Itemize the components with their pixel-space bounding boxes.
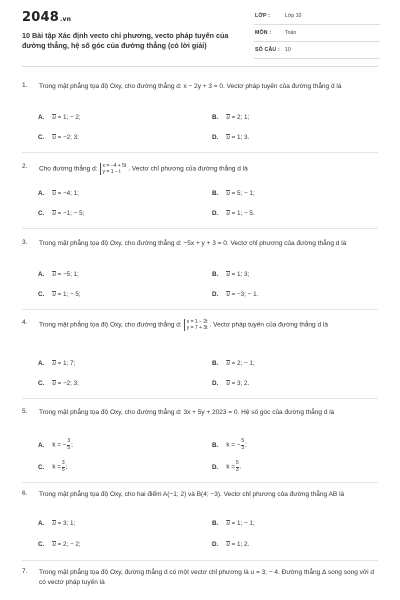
question-divider bbox=[22, 228, 378, 229]
question-divider bbox=[22, 482, 378, 483]
option-a[interactable]: A. k = − $\frac{3}{5}$ ; bbox=[38, 438, 73, 451]
option-b[interactable]: B. u = 5; − 1; bbox=[212, 190, 255, 197]
question-stem: Trong mặt phẳng tọa độ Oxy, cho hai điểm A(−1; 2) và B(4; −3). Vectơ chỉ phương của đường thẳng AB là bbox=[39, 491, 345, 498]
option-b[interactable]: B. k = − $\frac{5}{3}$ ; bbox=[212, 438, 247, 451]
document-title: 10 Bài tập Xác định vecto chỉ phương, vecto pháp tuyến của đường thẳng, hệ số góc của đường thẳng (có lời giải) bbox=[22, 31, 229, 50]
question-divider bbox=[22, 309, 378, 310]
option-c[interactable]: C. u = −2; 3; bbox=[38, 134, 79, 141]
option-d[interactable]: D. u = 3; 2. bbox=[212, 380, 250, 387]
option-a[interactable]: A. u = −4; 1; bbox=[38, 190, 79, 197]
header-divider bbox=[22, 66, 378, 67]
option-d[interactable]: D. u = −3; − 1. bbox=[212, 291, 259, 298]
option-d[interactable]: D. u = 1; − 5. bbox=[212, 210, 255, 217]
option-b[interactable]: B. u = 2; − 1; bbox=[212, 360, 255, 367]
site-logo[interactable]: 2048.vn bbox=[22, 10, 72, 25]
question-stem: Trong mặt phẳng tọa độ Oxy, cho đường thẳng d: 3x + 5y + 2023 = 0. Hệ số góc của đường thẳng d là bbox=[39, 409, 335, 416]
option-c[interactable]: C. u = −1; − 5; bbox=[38, 210, 85, 217]
meta-class: LỚP : Lớp 10 bbox=[254, 10, 380, 25]
option-c[interactable]: C. u = 2; − 2; bbox=[38, 541, 81, 548]
question-stem: Trong mặt phẳng tọa độ Oxy, đường thẳng d có một vectơ chỉ phương là u = 3; − 4. Đường thẳng Δ song song với d có vectơ pháp tuyến là bbox=[39, 569, 375, 586]
option-a[interactable]: A. u = 1; − 2; bbox=[38, 114, 81, 121]
option-b[interactable]: B. u = 2; 1; bbox=[212, 114, 250, 121]
option-d[interactable]: D. u = 1; 2. bbox=[212, 541, 250, 548]
document-page: 2048.vn 10 Bài tập Xác định vecto chỉ phương, vecto pháp tuyến của đường thẳng, hệ số góc của đường thẳng (có lời giải) LỚP : Lớp 10 MÔN : Toán SỐ CÂU : 10 1. Trong mặt phẳng tọa độ Oxy, cho đường thẳng d: x − 2y + 3 = 0. Vectơ pháp tuyến của đường thẳng d là A. u = 1; − 2; B. u = 2; 1; C. u = −2; 3; D. u = 1; 3. 2. Cho đường thẳng d: x = −4 + 5t y = 1 − t . Vectơ chỉ phương của đường thẳng d là A. u = −4; 1; B. u = 5; − 1; C. u = −1; − 5; D. u = 1; − 5. 3. Trong mặt phẳng tọa độ Oxy, cho đường thẳng d: −5x + y + 3 = 0. Vectơ chỉ phương của đường thẳng d là A. u = −5; 1; B. u = 1; 3; C. u = 1; − 5; D. u = −3; − 1. 4. Trong mặt phẳng tọa độ Oxy, cho đường thẳng d: x = 1 − 2t y = 7 + 3t . Vectơ pháp tuyến của đường thẳng d là A. u = 1; 7; B. u = 2; − 1; C. u = −2; 3; D. u = 3; 2. 5. Trong mặt phẳng tọa độ Oxy, cho đường thẳng d: 3x + 5y + 2023 = 0. Hệ số góc của đường thẳng d là A. k = − $\frac{3}{5}$ ; B. k = − $\frac{5}{3}$ ; C. k = $\frac{3}{5}$ ; D. k = $\frac{5}{3}$ . 6. Trong mặt phẳng tọa độ Oxy, cho hai điểm A(−1; 2) và B(4; −3). Vectơ chỉ phương của đường thẳng AB là A. u = 3; 1; B. u = 1; − 1; C. u = 2; − 2; D. u = 1; 2. 7. Trong mặt phẳng tọa độ Oxy, đường thẳng d có một vectơ chỉ phương là u = 3; − 4. Đường thẳng Δ song song với d có vectơ pháp tuyến là bbox=[0, 0, 400, 600]
question-divider bbox=[22, 152, 378, 153]
parametric-system: x = −4 + 5t y = 1 − t bbox=[100, 163, 127, 175]
option-b[interactable]: B. u = 1; − 1; bbox=[212, 520, 255, 527]
option-c[interactable]: C. u = −2; 3; bbox=[38, 380, 79, 387]
option-a[interactable]: A. u = −5; 1; bbox=[38, 271, 79, 278]
question-stem: Trong mặt phẳng tọa độ Oxy, cho đường thẳng d: x − 2y + 3 = 0. Vectơ pháp tuyến của đường thẳng d là bbox=[39, 83, 342, 90]
option-d[interactable]: D. k = $\frac{5}{3}$ . bbox=[212, 460, 242, 473]
option-c[interactable]: C. k = $\frac{3}{5}$ ; bbox=[38, 460, 68, 473]
option-a[interactable]: A. u = 3; 1; bbox=[38, 520, 76, 527]
meta-subject: MÔN : Toán bbox=[254, 27, 380, 42]
question-stem: Cho đường thẳng d: x = −4 + 5t y = 1 − t . Vectơ chỉ phương của đường thẳng d là bbox=[39, 163, 248, 175]
option-d[interactable]: D. u = 1; 3. bbox=[212, 134, 250, 141]
question-stem: Trong mặt phẳng tọa độ Oxy, cho đường thẳng d: −5x + y + 3 = 0. Vectơ chỉ phương của đường thẳng d là bbox=[39, 240, 347, 247]
question-divider bbox=[22, 398, 378, 399]
option-b[interactable]: B. u = 1; 3; bbox=[212, 271, 250, 278]
option-a[interactable]: A. u = 1; 7; bbox=[38, 360, 76, 367]
option-c[interactable]: C. u = 1; − 5; bbox=[38, 291, 81, 298]
meta-count: SỐ CÂU : 10 bbox=[254, 44, 380, 59]
question-divider bbox=[22, 560, 378, 561]
parametric-system: x = 1 − 2t y = 7 + 3t bbox=[184, 319, 208, 331]
question-stem: Trong mặt phẳng tọa độ Oxy, cho đường thẳng d: x = 1 − 2t y = 7 + 3t . Vectơ pháp tuyến của đường thẳng d là bbox=[39, 319, 328, 331]
document-header bbox=[0, 0, 400, 62]
